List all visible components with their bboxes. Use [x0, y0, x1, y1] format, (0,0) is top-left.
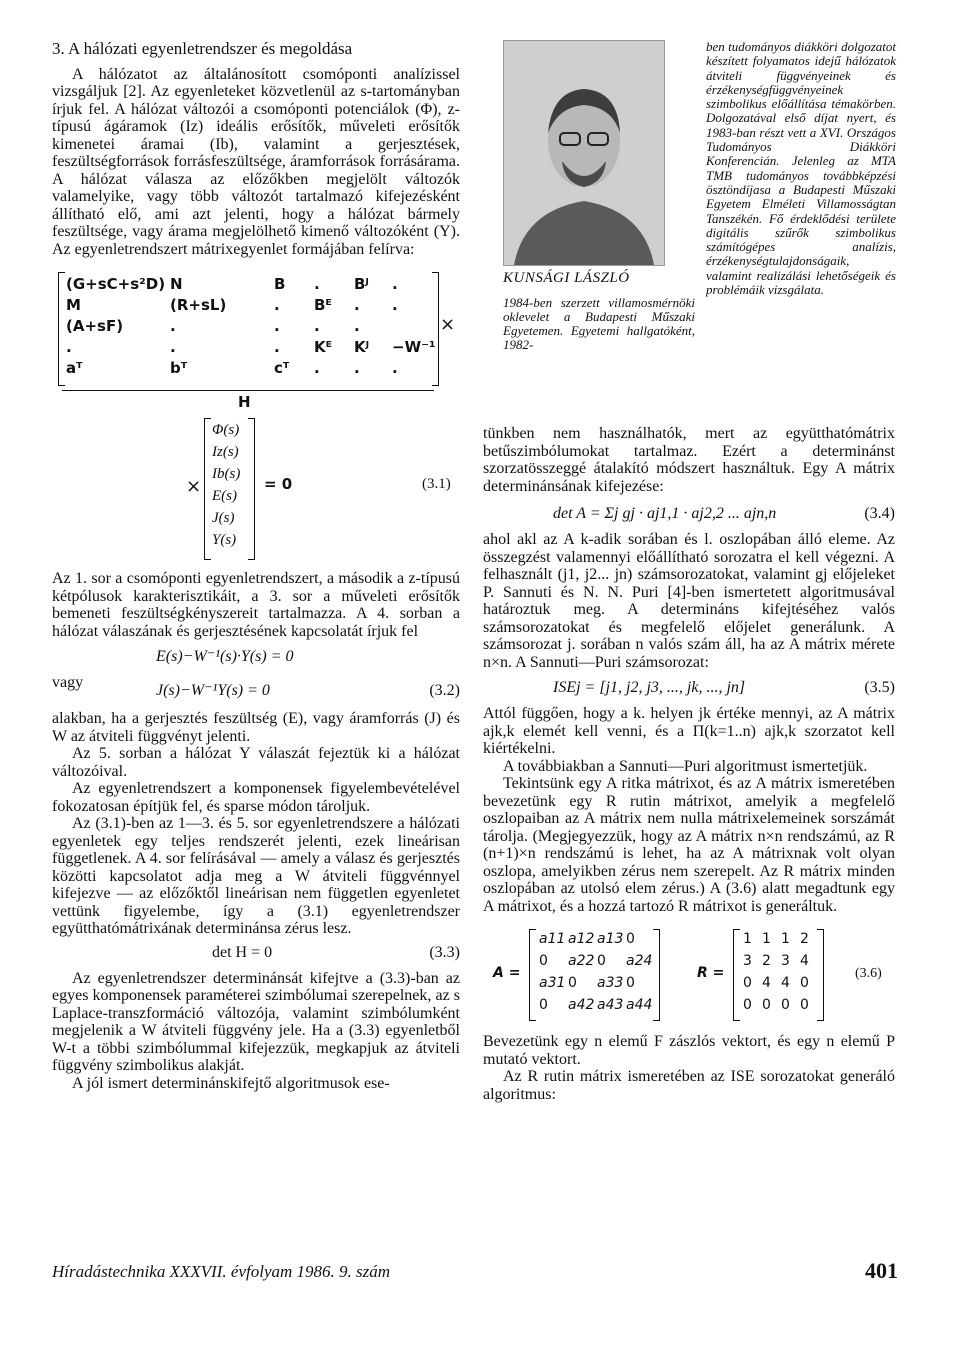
paragraph: Bevezetünk egy n elemű F zászlós vektort, és egy n elemű P mutató vektort. [483, 1033, 895, 1068]
matrix-r-cell: 0 [800, 975, 809, 991]
equation-text: ISEj = [j1, j2, j3, ..., jk, ..., jn] [553, 679, 746, 696]
paragraph: Az 1. sor a csomóponti egyenletrendszert, a második a z-típusú kétpólusok karakterisztikáit, a 3. sor a műveleti erősítők bemeneti feszültségkényszereit tartalmazza. A 4. sorban a hálózat válaszának és gerjesztésének kapcsolatát írjuk fel [52, 570, 460, 640]
matrix-cell: N [170, 275, 183, 293]
equation-text: E(s)−W⁻¹(s)·Y(s) = 0 [156, 648, 294, 665]
matrix-cell: (R+sL) [170, 296, 227, 314]
matrix-a-cell: 0 [568, 975, 577, 991]
matrix-cell: . [274, 317, 280, 335]
matrix-r-cell: 3 [781, 953, 790, 969]
left-column [52, 40, 460, 1092]
matrix-a-cell: a42 [568, 997, 595, 1013]
matrix-cell: . [314, 359, 320, 377]
equation-3-2a [52, 648, 460, 674]
author-photo [503, 40, 665, 266]
vector-left-bracket [204, 418, 211, 560]
r-right-bracket [817, 929, 824, 1021]
right-bracket [432, 272, 439, 386]
vector-cell: Φ(s) [212, 422, 240, 438]
h-label: H [238, 393, 251, 411]
matrix-cell: . [314, 317, 320, 335]
matrix-a-cell: 0 [626, 975, 635, 991]
vector-cell: E(s) [212, 488, 237, 504]
matrix-cell: . [392, 359, 398, 377]
paragraph: alakban, ha a gerjesztés feszültség (E), vagy áramforrás (J) és W az átviteli függvényt jelenti. [52, 710, 460, 745]
matrix-a-cell: a43 [597, 997, 624, 1013]
matrix-a-cell: a13 [597, 931, 624, 947]
paragraph: Az R rutin mátrix ismeretében az ISE sorozatokat generáló algoritmus: [483, 1068, 895, 1103]
right-column [483, 425, 895, 1103]
journal-footer: Híradástechnika XXXVII. évfolyam 1986. 9. szám [52, 1262, 391, 1281]
matrix-cell: B [274, 275, 286, 293]
paragraph: Tekintsünk egy A ritka mátrixot, és az A mátrix ismeretében bevezetünk egy R rutin mátrixot, amelyik a megfelelő oszlopaiban az A mátrix nem nulla mátrixelemeinek sorszámát tárolja. (Megjegyezzük, hogy az A mátrix n×n rendszámú, az R (n+1)×n rendszámú is lehet, ha az A mátrixnak volt olyan oszlopa, amelyikben zérus nem szerepelt. Az R mátrix minden oszlopában az utolsó elem zérus.) A (3.6) alatt megadtunk egy A mátrixot, és a hozzá tartozó R mátrixot is generáltuk. [483, 775, 895, 915]
matrix-a-cell: a31 [539, 975, 566, 991]
matrix-cell: M [66, 296, 81, 314]
paragraph: tünkben nem használhatók, mert az együtthatómátrix betűszimbólumokat tartalmaz. Ezért a determinánst szorzatösszeggé átalakító módszert használtuk. Egy A mátrix determinánsának kifejezése: [483, 425, 895, 495]
matrix-3-6 [483, 929, 895, 1025]
equation-number: (3.3) [429, 943, 460, 961]
matrix-r-cell: 0 [762, 997, 771, 1013]
matrix-a-cell: 0 [626, 931, 635, 947]
paragraph: ahol akl az A k-adik sorában és l. oszlopában álló eleme. Az összegzést valamennyi előállítható sorozatra el kell végezni. A felhasznált (j1, j2... jn) számsorozatokat, valamint gj előjeleket P. Sannuti és N. N. Puri [4]-ben ismertetett algoritmusával határoztuk meg. A determináns kifejtéséhez valós számsorozatokat és megfelelő előjelet generálunk. A számsorozat j. sorában n valós szám áll, ha az A mátrix mérete n×n. A Sannuti—Puri számsorozat: [483, 531, 895, 671]
matrix-cell: . [274, 338, 280, 356]
page-number: 401 [865, 1258, 898, 1283]
vector-cell: J(s) [212, 510, 235, 526]
equation-number: (3.4) [864, 505, 895, 522]
matrix-cell: Kᴱ [314, 338, 333, 356]
paragraph: Az egyenletrendszert a komponensek figyelembevételével fokozatosan építjük fel, és sparse módon tároljuk. [52, 780, 460, 815]
equation-3-4 [483, 505, 895, 531]
equation-3-5 [483, 679, 895, 705]
vector-cell: Y(s) [212, 532, 237, 548]
vector-right-bracket [248, 418, 255, 560]
paragraph: A jól ismert determinánskifejtő algoritmusok ese- [72, 1074, 390, 1092]
matrix-r-cell: 2 [800, 931, 809, 947]
matrix-cell: −W⁻¹ [392, 338, 436, 356]
equation-number: (3.5) [864, 679, 895, 696]
r-label: R = [697, 965, 725, 981]
matrix-r-cell: 4 [800, 953, 809, 969]
matrix-cell: (G+sC+s²D) [66, 275, 166, 293]
equation-3-2b [52, 674, 460, 700]
matrix-r-cell: 0 [743, 975, 752, 991]
matrix-cell: . [66, 338, 72, 356]
matrix-cell: Bᴱ [314, 296, 332, 314]
matrix-cell: . [170, 317, 176, 335]
equation-3-3 [52, 944, 460, 970]
matrix-r-cell: 1 [743, 931, 752, 947]
matrix-cell: (A+sF) [66, 317, 124, 335]
matrix-cell: Bᴶ [354, 275, 369, 293]
paragraph: Az (3.1)-ben az 1—3. és 5. sor egyenletrendszere a hálózati egyenletek egy teljes rendszerét jelenti, ezek lineárisan függetlenek. A 4. sor felírásával — amely a válasz és gerjesztés közötti kapcsolatot adja meg a W átviteli függvénnyel kifejezve — az előzőktől lineárisan nem független egyenletet vettünk figyelembe, így a (3.1) egyenletrendszer együtthatómátrixának determinánsa zérus lesz. [52, 815, 460, 937]
equation-text: det H = 0 [212, 943, 273, 961]
matrix-a-cell: a33 [597, 975, 624, 991]
matrix-r-cell: 0 [800, 997, 809, 1013]
matrix-r-cell: 1 [781, 931, 790, 947]
matrix-cell: . [314, 275, 320, 293]
matrix-cell: aᵀ [66, 359, 83, 377]
matrix-a-cell: a24 [626, 953, 653, 969]
matrix-r-cell: 0 [781, 997, 790, 1013]
matrix-a-cell: 0 [597, 953, 606, 969]
paragraph: Attól függően, hogy a k. helyen jk értéke mennyi, az A mátrix ajk,k elemét kell venni, és a Π(k=1..n) ajk,k szorzatot kell kiértékelni. [483, 705, 895, 757]
equation-number: (3.6) [855, 966, 882, 981]
times-sign: × [440, 314, 456, 335]
matrix-r-cell: 4 [781, 975, 790, 991]
matrix-r-cell: 0 [743, 997, 752, 1013]
a-label: A = [493, 965, 521, 981]
r-left-bracket [733, 929, 740, 1021]
matrix-cell: bᵀ [170, 359, 188, 377]
matrix-cell: . [354, 359, 360, 377]
paragraph: Az 5. sorban a hálózat Y válaszát fejeztük ki a hálózat változóival. [52, 745, 460, 780]
times-sign-2: × [186, 476, 202, 497]
equation-text: J(s)−W⁻¹Y(s) = 0 [156, 682, 270, 699]
matrix-cell: . [354, 296, 360, 314]
matrix-a-cell: 0 [539, 997, 548, 1013]
matrix-r-cell: 4 [762, 975, 771, 991]
matrix-cell: . [392, 296, 398, 314]
matrix-cell: . [354, 317, 360, 335]
matrix-a-cell: a44 [626, 997, 653, 1013]
equation-text: det A = Σj gj · aj1,1 · aj2,2 ... ajn,n [553, 505, 777, 522]
equation-number: (3.1) [422, 476, 451, 492]
bio-text-right: ben tudományos diákköri dolgozatot készített folyamatos idejű hálózatok átviteli függvényeinek és érzékenységfüggvényeinek szimbolikus előállítása témakörben. Dolgozatával első díjat nyert, és 1983-ban részt vett a XVI. Országos Tudományos Diákköri Konferencián. Jelenleg az MTA TMB tudományos továbbképzési ösztöndíjasa a Budapesti Műszaki Egyetem Elméleti Villamosságtan Tanszékén. Fő érdeklődési területe digitális szűrők szimbolikus számítógépes analízis, érzékenységtulajdonságaik, valamint realizálási lehetőségeik és problémáik vizsgálata. [706, 39, 896, 298]
matrix-cell: cᵀ [274, 359, 290, 377]
paragraph: Az egyenletrendszer determinánsát kifejtve a (3.3)-ban az egyes komponensek paraméterei szimbólumai szerepelnek, az s Laplace-transzformáció változója, valamint szimbólumként megjelenik a W átviteli függvény jele. Ha a (3.3) egyenletből W-t a többi szimbólummal kifejezzük, megkapjuk az átviteli függvény szimbolikus alakját. [52, 969, 460, 1074]
matrix-cell: . [392, 275, 398, 293]
left-bracket [58, 272, 65, 386]
matrix-cell: . [274, 296, 280, 314]
matrix-a-cell: 0 [539, 953, 548, 969]
vector-cell: Iz(s) [212, 444, 239, 460]
matrix-r-cell: 3 [743, 953, 752, 969]
vagy-label: vagy [52, 674, 84, 691]
matrix-3-1 [52, 272, 460, 632]
vector-cell: Ib(s) [212, 466, 241, 482]
matrix-a-cell: a22 [568, 953, 595, 969]
equals-zero: = 0 [264, 475, 293, 493]
matrix-cell: Kᴶ [354, 338, 370, 356]
author-name: KUNSÁGI LÁSZLÓ [503, 270, 630, 286]
paragraph: A hálózatot az általánosított csomóponti analízissel vizsgáljuk [2]. Az egyenleteket közvetlenül az s-tartományban írjuk fel. A hálózat változói a csomóponti potenciálok (Φ), z-típusú ágáramok (Iz) ideális erősítők, műveleti erősítők kimenetei áramai (Ib), valamint a gerjesztések, feszültségforrások forrásfeszültsége, áramforrások forrásárama. A hálózat válasza az előzőkben megjelölt változók valamelyike, vagy több változót tartalmazó kifejezésként állítható elő, ami azt jelenti, hogy a hálózat bármely feszültsége, vagy árama megjelölhető kimenő változóként (Y). Az egyenletrendszert mátrixegyenlet formájában felírva: [52, 65, 460, 258]
section-heading: 3. A hálózati egyenletrendszer és megoldása [52, 39, 353, 58]
underbrace [62, 386, 434, 391]
matrix-cell: . [170, 338, 176, 356]
bio-text-left: 1984-ben szerzett villamosmérnöki oklevelet a Budapesti Műszaki Egyetemen. Egyetemi hallgatóként, 1982- [503, 295, 695, 352]
matrix-r-cell: 1 [762, 931, 771, 947]
matrix-a-cell: a11 [539, 931, 566, 947]
matrix-a-cell: a12 [568, 931, 595, 947]
matrix-r-cell: 2 [762, 953, 771, 969]
a-left-bracket [529, 929, 536, 1021]
equation-number: (3.2) [429, 682, 460, 699]
a-right-bracket [653, 929, 660, 1021]
paragraph: A továbbiakban a Sannuti—Puri algoritmust ismertetjük. [503, 757, 868, 775]
